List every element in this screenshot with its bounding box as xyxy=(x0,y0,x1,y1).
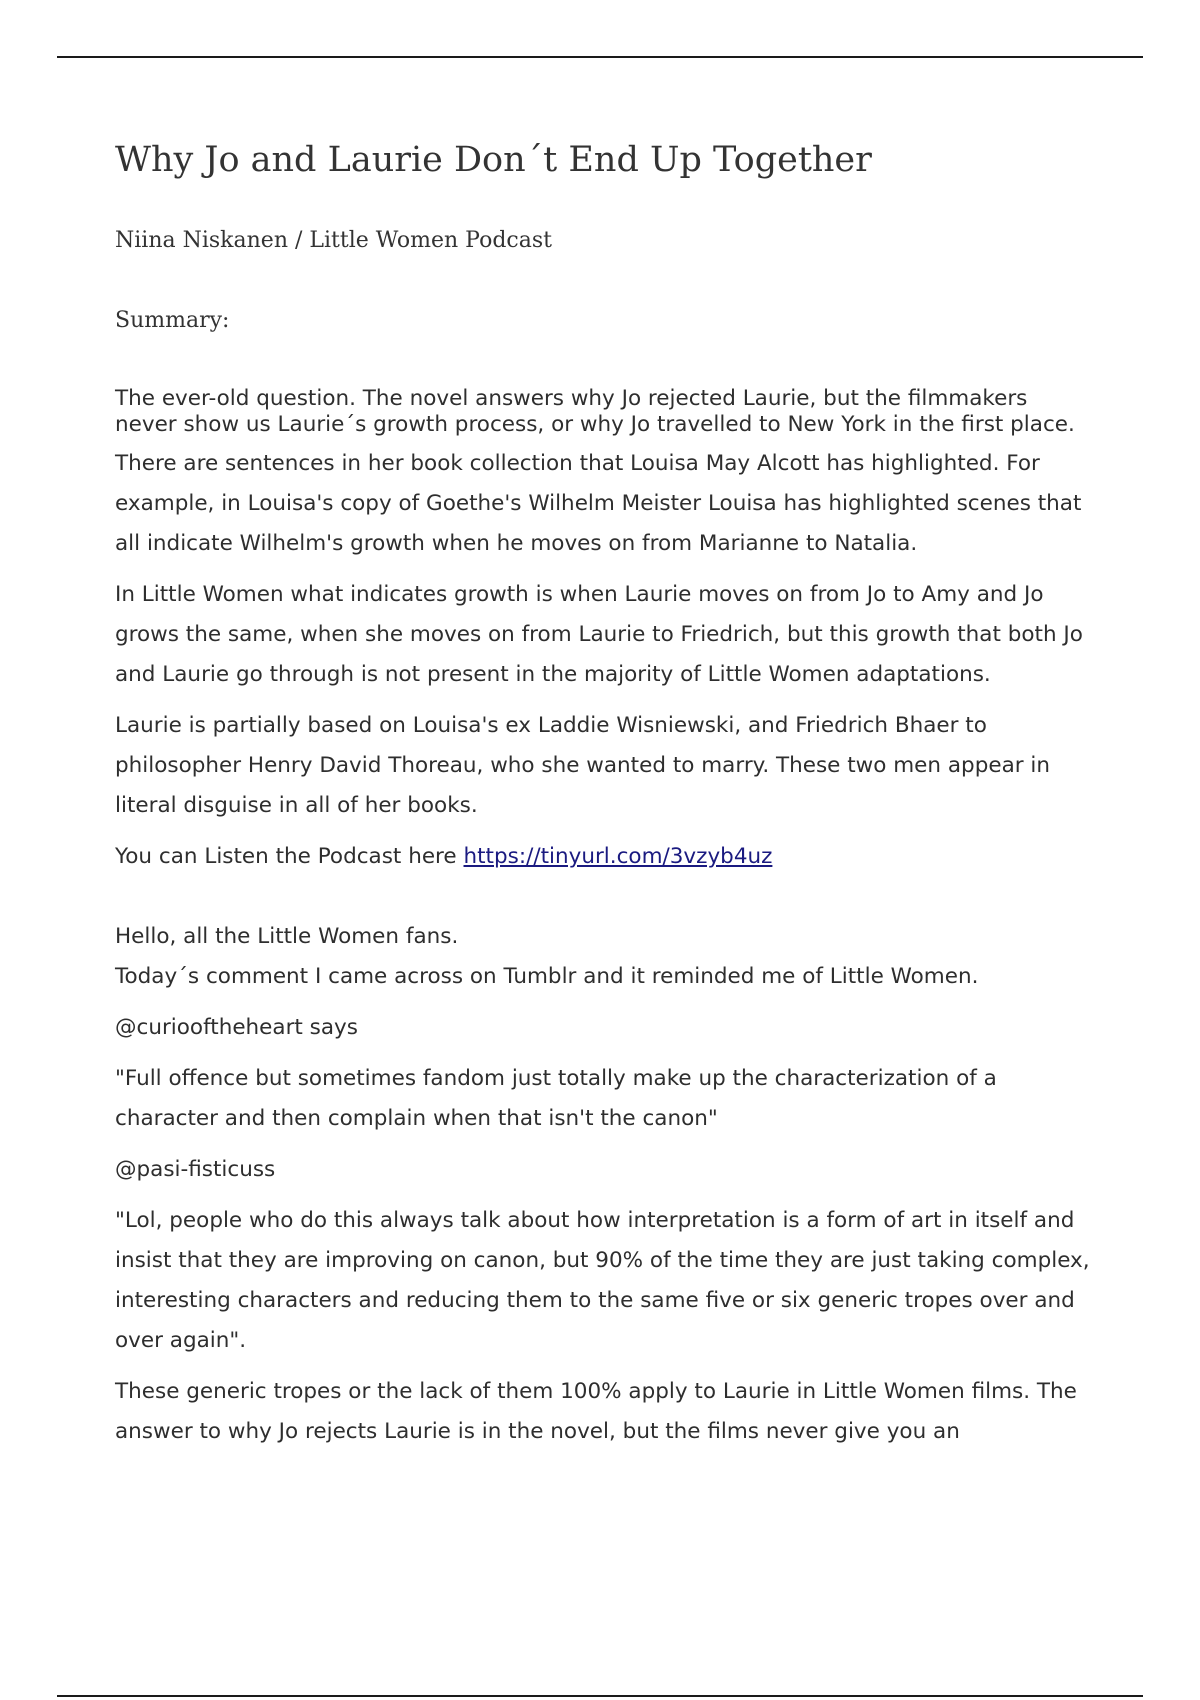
page-title: Why Jo and Laurie Don´t End Up Together xyxy=(115,140,872,180)
summary-label: Summary: xyxy=(115,308,230,333)
handle-curiooftheheart: @curiooftheheart says xyxy=(115,1015,358,1040)
quote-curiooftheheart: "Full offence but sometimes fandom just totally make up the characterization of a character and then complain when that isn't the canon" xyxy=(115,1066,997,1131)
document-page xyxy=(115,136,1095,1452)
today-comment-line: Today´s comment I came across on Tumblr and it reminded me of Little Women. xyxy=(115,964,979,989)
listen-paragraph xyxy=(115,837,1095,877)
podcast-link[interactable]: https://tinyurl.com/3vzyb4uz xyxy=(463,844,773,869)
highlighted-paragraph: There are sentences in her book collection that Louisa May Alcott has highlighted. For example, in Louisa's copy of Goethe's Wilhelm Meister Louisa has highlighted scenes that all indicate Wilhelm's growth when he moves on from Marianne to Natalia. xyxy=(115,451,1082,556)
listen-prefix: You can Listen the Podcast here xyxy=(115,844,457,869)
top-rule xyxy=(57,56,1143,58)
bottom-rule xyxy=(57,1695,1143,1697)
based-on-paragraph: Laurie is partially based on Louisa's ex Laddie Wisniewski, and Friedrich Bhaer to philosopher Henry David Thoreau, who she wanted to marry. These two men appear in literal disguise in all of her books. xyxy=(115,713,1051,818)
article-body xyxy=(115,386,1095,1452)
greeting-line: Hello, all the Little Women fans. xyxy=(115,924,459,949)
author-line: Niina Niskanen / Little Women Podcast xyxy=(115,228,552,253)
tropes-paragraph: These generic tropes or the lack of them 100% apply to Laurie in Little Women films. The answer to why Jo rejects Laurie is in the novel, but the films never give you an xyxy=(115,1379,1077,1444)
quote-pasi-fisticuss: "Lol, people who do this always talk about how interpretation is a form of art in itself and insist that they are improving on canon, but 90% of the time they are just taking complex, interesting characters and reducing them to the same five or six generic tropes over and over again". xyxy=(115,1208,1090,1353)
growth-paragraph: In Little Women what indicates growth is when Laurie moves on from Jo to Amy and Jo grows the same, when she moves on from Laurie to Friedrich, but this growth that both Jo and Laurie go through is not present in the majority of Little Women adaptations. xyxy=(115,582,1083,687)
handle-pasi-fisticuss: @pasi-fisticuss xyxy=(115,1157,276,1182)
summary-intro-paragraph: The ever-old question. The novel answers why Jo rejected Laurie, but the filmmakers never show us Laurie´s growth process, or why Jo travelled to New York in the first place. xyxy=(115,386,1075,437)
